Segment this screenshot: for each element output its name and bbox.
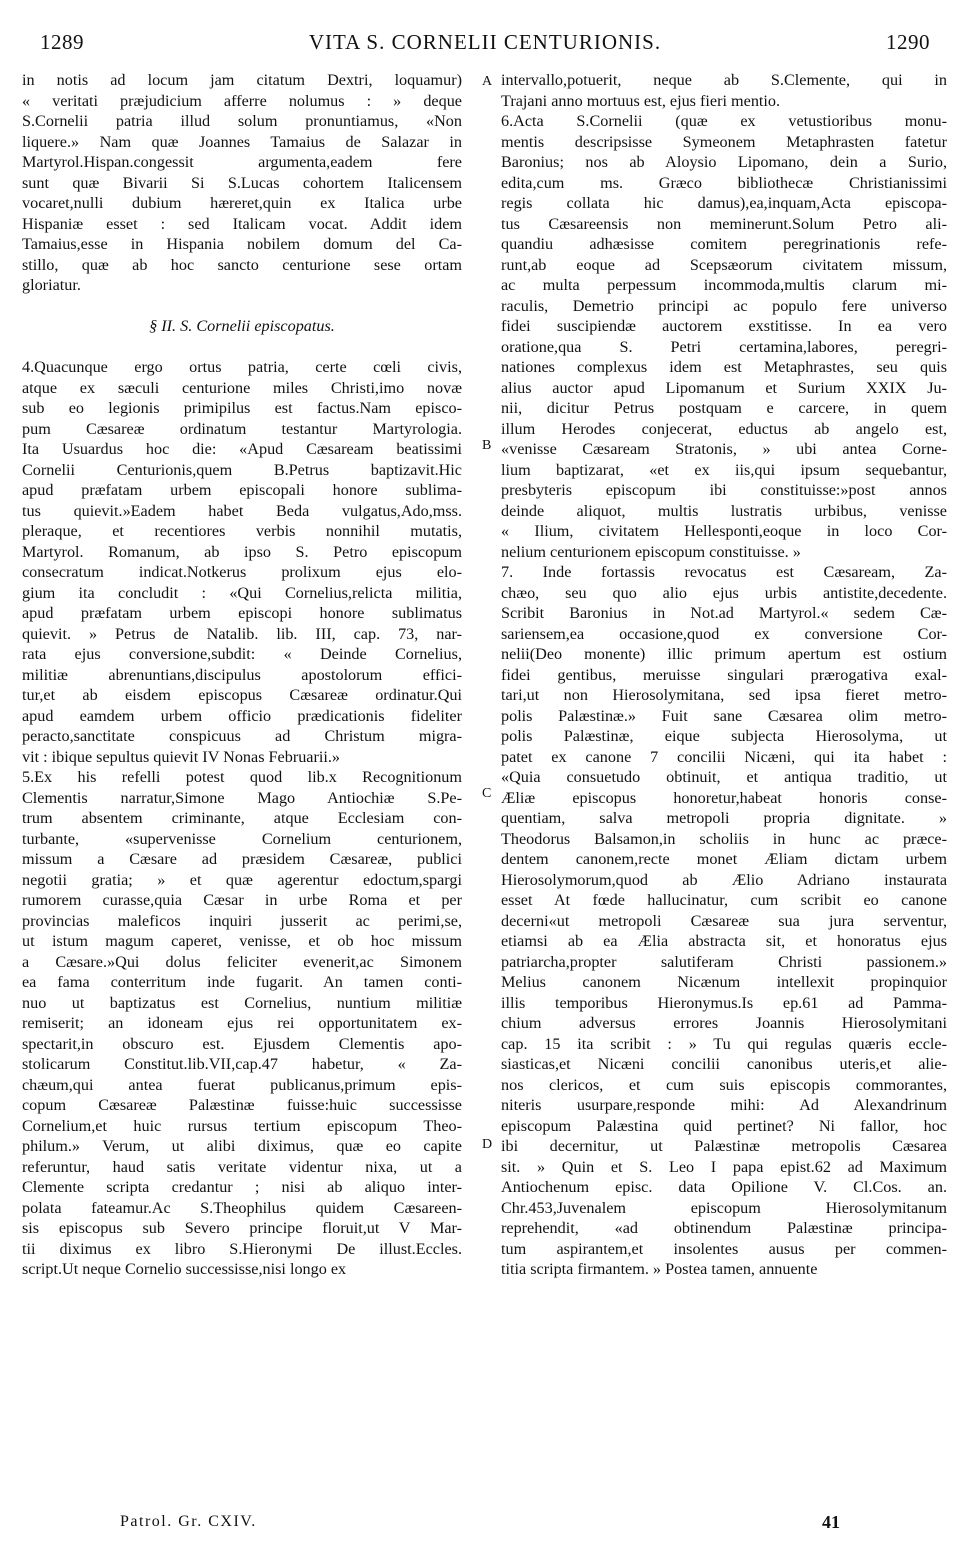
right-column-line: polis Palæstinæ, eique subjecta Hierosolyma, ut — [501, 727, 947, 745]
left-column-line: peracto,sanctitate conspicuus ad Christum migra- — [22, 727, 462, 745]
right-column-line: patriarcha,propter salutiferam Christi passionem.» — [501, 952, 947, 971]
left-column-line: tus quievit.»Eadem habet Beda vulgatus,Ado,mss. — [22, 501, 462, 520]
right-column-line: Antiochenum episc. data Opilione V. Cl.Cos. an. — [501, 1178, 947, 1196]
left-column-line: tur,et ab eisdem episcopus Cæsareæ ordinatur.Qui — [22, 686, 462, 704]
right-column-line: ac multa perpessum incommoda,multis clarum mi- — [501, 276, 947, 294]
page-number-right: 1290 — [886, 30, 930, 54]
left-column-line: Clemente scripta credantur ; nisi ab aliquo inter- — [22, 1178, 462, 1196]
margin-letter-c: C — [482, 786, 492, 801]
left-column-blank — [22, 296, 462, 317]
left-column-line: Hispaniæ esset : sed Italicam vocat. Addit idem — [22, 214, 462, 233]
right-column-line: raculis, Demetrio principi ac populo fere universo — [501, 296, 947, 315]
margin-letter-a: A — [482, 74, 493, 89]
right-column-line: runt,ab eoque ad Scepsæorum civitatem missum, — [501, 255, 947, 274]
section-heading: § II. S. Cornelii episcopatus. — [149, 317, 335, 335]
left-column-line: negotii gratia; » et quæ agerentur edoctum,spargi — [22, 870, 462, 889]
left-column-line: Cornelii Centurionis,quem B.Petrus baptizavit.Hic — [22, 460, 462, 479]
right-column-line: nationes complexus idem est Metaphrastes, seu quis — [501, 358, 947, 376]
right-column-line: edita,cum ms. Græco bibliothecæ Christianissimi — [501, 173, 947, 192]
right-column-line: titia scripta firmantem. » Postea tamen, annuente — [501, 1260, 818, 1278]
margin-letter-b: B — [482, 438, 492, 453]
left-column-line: liquere.» Nam quæ Joannes Tamaius de Salazar in — [22, 132, 462, 151]
left-column-line: consecratum indicat.Notkerus prolixum ejus elo- — [22, 563, 462, 581]
right-column-line: niteris usurpare,responde mihi: Ad Alexandrinum — [501, 1096, 947, 1114]
left-text-column — [22, 70, 462, 1280]
left-column-line: nuo ut baptizatus est Cornelius, nuntium militiæ — [22, 993, 462, 1012]
left-column-line: a Cæsare.»Qui dolus feliciter evenerit,ac Simonem — [22, 952, 462, 971]
right-column-line: lium baptizarat, «et ex iis,qui ipsum sequebantur, — [501, 460, 947, 479]
right-column-line: illis temporibus Hieronymus.Is ep.61 ad Pamma- — [501, 993, 947, 1012]
right-column-line: Trajani anno mortuus est, ejus fieri mentio. — [501, 91, 781, 110]
left-column-line: in notis ad locum jam citatum Dextri, loquamur) — [22, 71, 462, 89]
left-column-line: pum Cæsareæ ordinatum testantur Martyrologia. — [22, 419, 462, 438]
left-column-line: spectarit,in obscuro est. Ejusdem Clementis apo- — [22, 1034, 462, 1053]
left-column-line: gloriatur. — [22, 276, 81, 294]
left-column-line: Tamaius,esse in Hispania nobilem domum del Ca- — [22, 235, 462, 253]
left-column-line: quievit. » Petrus de Natalib. lib. III, cap. 73, nar- — [22, 624, 462, 643]
left-column-line: missum a Cæsare ad præsidem Cæsareæ, publici — [22, 850, 462, 868]
right-column-line: nii, dicitur Petrus postquam e carcere, in quem — [501, 399, 947, 417]
left-column-line: pleraque, et recentiores verbis nonnihil mutatis, — [22, 522, 462, 540]
right-column-line: illum Herodes conjecerat, eductus ab angelo est, — [501, 419, 947, 438]
right-column-line: oratione,qua S. Petri certamina,labores, peregri- — [501, 337, 947, 356]
left-column-line: Ita Usuardus hoc die: «Apud Cæsaream beatissimi — [22, 440, 462, 458]
right-text-column — [501, 70, 947, 1280]
right-column-line: chium adversus errores Joannis Hierosolymitani — [501, 1014, 947, 1032]
left-column-line: philum.» Verum, ut alibi diximus, quæ eo capite — [22, 1137, 462, 1155]
left-column-line: militiæ abrenuntians,discipulus apostolorum effici- — [22, 665, 462, 684]
right-column-line: Hierosolymorum,quod ab Ælio Adriano instaurata — [501, 870, 947, 889]
left-column-line: apud eamdem urbem officio prædicationis fideliter — [22, 706, 462, 725]
right-column-line: tum aspirantem,et insolentes ausus per commen- — [501, 1239, 947, 1258]
footer-signature: Patrol. Gr. CXIV. — [120, 1513, 257, 1530]
right-column-line: reprehendit, «ad obtinendum Palæstinæ principa- — [501, 1219, 947, 1237]
left-column-line: provincias maleficos inquiri jusserit ac perimi,se, — [22, 911, 462, 930]
right-column-line: mentis descripsisse Symeonem Metaphrasten fatetur — [501, 132, 947, 151]
right-column-line: nelium centurionem episcopum constituisse. » — [501, 542, 801, 561]
left-column-line: chæum,qui antea fuerat publicanus,primum epis- — [22, 1075, 462, 1094]
right-column-line: deinde aliquot, multis lustratis urbibus, venisse — [501, 501, 947, 520]
left-column-line: 5.Ex his refelli potest quod lib.x Recognitionum — [22, 768, 462, 786]
footer-sheet-number: 41 — [822, 1512, 840, 1532]
margin-letter-d: D — [482, 1137, 493, 1152]
right-column-line: Chr.453,Juvenalem episcopum Hierosolymitanum — [501, 1198, 947, 1217]
right-column-line: dentem canonem,recte monet Æliam dictam urbem — [501, 850, 947, 868]
right-column-line: fidei gentibus, meruisse singulari prærogativa exal- — [501, 665, 947, 684]
right-column-line: intervallo,potuerit, neque ab S.Clemente, qui in — [501, 71, 947, 89]
right-column-line: nos clericos, et cum suis episcopis commorantes, — [501, 1075, 947, 1094]
running-title: VITA S. CORNELII CENTURIONIS. — [308, 30, 662, 54]
right-column-line: tus Cæsareensis non meminerunt.Solum Petro ali- — [501, 214, 947, 233]
left-column-line: apud præfatam urbem episcopi honore sublimatus — [22, 604, 462, 622]
left-column-line: « veritati præjudicium afferre nolumus : » deque — [22, 91, 462, 110]
left-column-line: 4.Quacunque ergo ortus patria, certe cœli civis, — [22, 358, 462, 376]
right-column-line: « Ilium, civitatem Hellesponti,eoque in loco Cor- — [501, 522, 947, 540]
right-column-line: decerni«ut metropoli Cæsareæ sua jura serventur, — [501, 911, 947, 930]
left-column-line: rata ejus conversione,subdit: « Deinde Cornelius, — [22, 645, 462, 663]
right-column-line: quentiam, salva metropoli propria dignitate. » — [501, 809, 947, 827]
right-column-line: ibi decernitur, ut Palæstinæ metropolis Cæsarea — [501, 1137, 947, 1155]
right-column-line: 7. Inde fortassis revocatus est Cæsaream, Za- — [501, 563, 947, 581]
page-number-left: 1289 — [40, 30, 84, 54]
left-column-line: S.Cornelii patria illud solum pronuntiamus, «Non — [22, 112, 462, 130]
left-column-line: Cornelium,et huic rursus tertium episcopum Theo- — [22, 1116, 462, 1135]
left-column-line: Martyrol. Romanum, ab ipso S. Petro episcopum — [22, 542, 462, 561]
right-column-line: Æliæ episcopus honoretur,habeat honoris conse- — [501, 788, 947, 807]
left-column-blank — [22, 337, 462, 358]
right-column-line: 6.Acta S.Cornelii (quæ ex vetustioribus monu- — [501, 112, 947, 130]
right-column-line: regis collata hic damus),ea,inquam,Acta episcopa- — [501, 194, 947, 212]
left-column-line: ea fama conterritum inde fugarit. An tamen conti- — [22, 973, 462, 991]
right-column-line: fidei suscipiendæ auctorem exstitisse. In ea vero — [501, 317, 947, 335]
right-column-line: Theodorus Balsamon,in scholiis in hunc ac præce- — [501, 829, 947, 848]
right-column-line: Baronius; nos ab Aloysio Lipomano, dein a Surio, — [501, 153, 947, 171]
right-column-line: nelii(Deo monente) illic primum apertum est ostium — [501, 645, 947, 663]
left-column-line: vit : ibique sepultus quievit IV Nonas Februarii.» — [22, 747, 341, 766]
right-column-line: siasticas,et Nicæni concilii canonibus uteris,et alie- — [501, 1055, 947, 1073]
left-column-line: apud præfatam urbem episcopali honore sublima- — [22, 481, 462, 499]
left-column-line: remiserit; an idoneam ejus rei opportunitatem ex- — [22, 1014, 462, 1032]
right-column-line: quandiu adhæsisse comitem peregrinationis refe- — [501, 235, 947, 253]
left-column-line: vocaret,nulli dubium hæreret,quin ex Italica urbe — [22, 194, 462, 212]
right-column-line: esset At fœde hallucinatur, cum scribit eo canone — [501, 891, 947, 909]
right-column-line: cap. 15 ita scribit : » Tu qui regulas quæris eccle- — [501, 1034, 947, 1053]
right-column-line: «venisse Cæsaream Stratonis, » ubi antea Corne- — [501, 440, 947, 458]
left-column-line: atque ex sæculi centurione miles Christi,imo novæ — [22, 378, 462, 397]
right-column-line: sit. » Quin et S. Leo I papa epist.62 ad Maximum — [501, 1157, 947, 1176]
left-column-line: tii diximus ex libro S.Hieronymi De illust.Eccles. — [22, 1239, 462, 1258]
left-column-line: sunt quæ Bivarii Si S.Lucas cohortem Italicensem — [22, 173, 462, 192]
left-column-line: stillo, quæ ab hoc sancto centurione sese ortam — [22, 255, 462, 274]
right-column-line: presbyteris episcopum ibi constituisse:»post annos — [501, 481, 947, 499]
left-column-line: turbante, «supervenisse Cornelium centurionem, — [22, 829, 462, 848]
left-column-line: script.Ut neque Cornelio successisse,nisi longo ex — [22, 1260, 347, 1278]
right-column-line: alius auctor apud Lipomanum et Surium XXIX Ju- — [501, 378, 947, 397]
left-column-line: rumorem curasse,quia Cæsar in urbe Roma et per — [22, 891, 462, 909]
right-column-line: tari,ut non Hierosolymitana, sed ipsa fieret metro- — [501, 686, 947, 704]
left-column-line: gium ita concludit : «Qui Cornelius,relicta militia, — [22, 583, 462, 602]
left-column-line: Clementis narratur,Simone Mago Antiochiæ S.Pe- — [22, 788, 462, 807]
running-header — [40, 30, 930, 64]
left-column-line: polata fateamur.Ac S.Theophilus quidem Cæsareen- — [22, 1198, 462, 1217]
right-column-line: Melius canonem Nicænum intellexit propinquior — [501, 973, 947, 991]
left-column-line: ut istum magum caperet, venisse, et ob hoc missum — [22, 932, 462, 950]
right-column-line: episcopum Palæstina quid pertinet? Ni fallor, hoc — [501, 1116, 947, 1135]
left-column-line: sub eo legionis primipilus est factus.Nam episco- — [22, 399, 462, 417]
left-column-line: copum Cæsareæ Palæstinæ fuisse:huic successisse — [22, 1096, 462, 1114]
left-column-line: referuntur, haud satis veritate videntur nixa, ut a — [22, 1157, 462, 1176]
right-column-line: chæo, seu quo alio ejus urbis antistite,decedente. — [501, 583, 947, 602]
right-column-line: polis Palæstinæ.» Fuit sane Cæsarea olim metro- — [501, 706, 947, 725]
right-column-line: sariensem,ea occasione,quod ex conversione Cor- — [501, 624, 947, 643]
left-column-line: Martyrol.Hispan.congessit argumenta,eadem fere — [22, 153, 462, 171]
right-column-line: patet ex canone 7 concilii Nicæni, qui ita habet : — [501, 747, 947, 766]
left-column-line: stolicarum Constitut.lib.VII,cap.47 habetur, « Za- — [22, 1055, 462, 1073]
left-column-line: sis episcopus sub Severo principe floruit,ut V Mar- — [22, 1219, 462, 1237]
left-column-line: trum absentem criminante, atque Ecclesiam con- — [22, 809, 462, 827]
right-column-line: etiamsi ab ea Ælia abstracta sit, et honoratus ejus — [501, 932, 947, 950]
right-column-line: Scribit Baronius in Not.ad Martyrol.« sedem Cæ- — [501, 604, 947, 622]
right-column-line: «Quia consuetudo obtinuit, et antiqua traditio, ut — [501, 768, 947, 786]
